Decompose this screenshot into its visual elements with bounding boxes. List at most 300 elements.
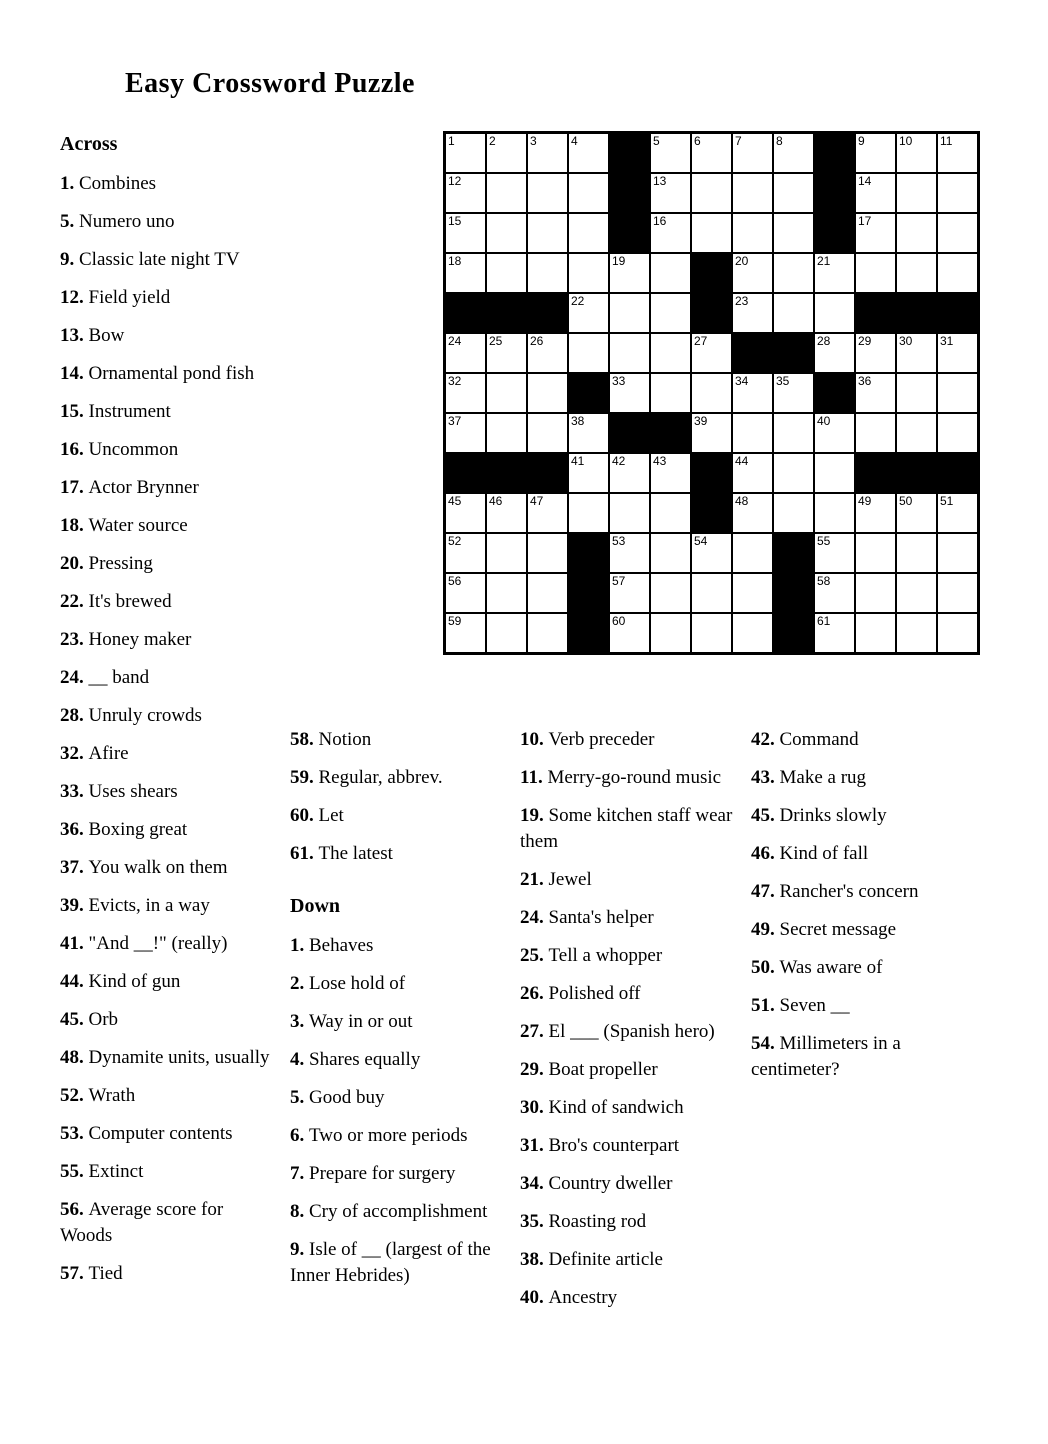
grid-cell-51 bbox=[938, 494, 977, 532]
grid-cell-5 bbox=[651, 134, 690, 172]
grid-cell-empty bbox=[610, 334, 649, 372]
clue-text: Way in or out bbox=[309, 1011, 413, 1032]
cell-number: 24 bbox=[448, 334, 462, 348]
clue-text: "And __!" (really) bbox=[88, 933, 228, 954]
clue-text: Orb bbox=[88, 1009, 119, 1030]
grid-cell-empty bbox=[733, 614, 772, 652]
grid-cell-empty bbox=[651, 374, 690, 412]
grid-cell-empty bbox=[610, 494, 649, 532]
cell-number: 45 bbox=[448, 494, 462, 508]
clue-number: 26 . bbox=[520, 983, 549, 1004]
clue-text: Polished off bbox=[548, 983, 641, 1004]
grid-cell-23 bbox=[733, 294, 772, 332]
clue-number: 22 . bbox=[60, 591, 89, 612]
cell-number: 2 bbox=[489, 134, 496, 148]
clue-column-1 bbox=[60, 131, 278, 1299]
clue-number: 35 . bbox=[520, 1211, 549, 1232]
grid-cell-empty bbox=[938, 214, 977, 252]
clue-text: Kind of sandwich bbox=[548, 1097, 684, 1118]
clue-down-21 bbox=[520, 867, 750, 893]
clue-text: Classic late night TV bbox=[79, 249, 240, 270]
clue-text: Notion bbox=[318, 729, 372, 750]
black-cell bbox=[692, 454, 731, 492]
clue-number: 16 . bbox=[60, 439, 89, 460]
clue-down-27 bbox=[520, 1019, 750, 1045]
clue-number: 3 . bbox=[290, 1011, 309, 1032]
clue-text: Honey maker bbox=[88, 629, 192, 650]
clue-text: Prepare for surgery bbox=[309, 1163, 456, 1184]
grid-cell-40 bbox=[815, 414, 854, 452]
grid-cell-empty bbox=[487, 374, 526, 412]
cell-number: 9 bbox=[858, 134, 865, 148]
clue-number: 33 . bbox=[60, 781, 89, 802]
grid-cell-17 bbox=[856, 214, 895, 252]
clue-text: Millimeters in a centimeter? bbox=[751, 1033, 901, 1080]
black-cell bbox=[610, 134, 649, 172]
clue-text: El ___ (Spanish hero) bbox=[548, 1021, 715, 1042]
grid-cell-57 bbox=[610, 574, 649, 612]
black-cell bbox=[856, 294, 895, 332]
grid-cell-25 bbox=[487, 334, 526, 372]
clue-text: Uses shears bbox=[88, 781, 178, 802]
grid-cell-34 bbox=[733, 374, 772, 412]
grid-cell-7 bbox=[733, 134, 772, 172]
black-cell bbox=[569, 614, 608, 652]
clue-text: Instrument bbox=[88, 401, 171, 422]
grid-cell-1 bbox=[446, 134, 485, 172]
clue-text: Make a rug bbox=[779, 767, 867, 788]
clue-down-47 bbox=[751, 879, 993, 905]
clue-text: Was aware of bbox=[779, 957, 883, 978]
black-cell bbox=[856, 454, 895, 492]
across-header: Across bbox=[60, 133, 118, 155]
grid-cell-empty bbox=[528, 214, 567, 252]
cell-number: 20 bbox=[735, 254, 749, 268]
clue-number: 9 . bbox=[60, 249, 79, 270]
grid-cell-empty bbox=[692, 574, 731, 612]
clue-text: Rancher's concern bbox=[779, 881, 919, 902]
clue-text: Unruly crowds bbox=[88, 705, 202, 726]
clue-text: Bro's counterpart bbox=[548, 1135, 680, 1156]
clue-number: 61 . bbox=[290, 843, 319, 864]
clue-number: 5 . bbox=[60, 211, 79, 232]
clue-across-53 bbox=[60, 1121, 278, 1147]
clue-across-9 bbox=[60, 247, 278, 273]
cell-number: 19 bbox=[612, 254, 626, 268]
clue-text: Computer contents bbox=[88, 1123, 233, 1144]
clue-number: 47 . bbox=[751, 881, 780, 902]
clue-text: Kind of fall bbox=[779, 843, 869, 864]
grid-cell-empty bbox=[528, 614, 567, 652]
grid-cell-2 bbox=[487, 134, 526, 172]
clue-number: 20 . bbox=[60, 553, 89, 574]
clue-text: Evicts, in a way bbox=[88, 895, 210, 916]
cell-number: 33 bbox=[612, 374, 626, 388]
grid-cell-26 bbox=[528, 334, 567, 372]
clue-down-29 bbox=[520, 1057, 750, 1083]
grid-cell-empty bbox=[897, 574, 936, 612]
clue-number: 28 . bbox=[60, 705, 89, 726]
clue-across-22 bbox=[60, 589, 278, 615]
clue-down-8 bbox=[290, 1199, 496, 1225]
clue-number: 49 . bbox=[751, 919, 780, 940]
cell-number: 42 bbox=[612, 454, 626, 468]
clue-across-13 bbox=[60, 323, 278, 349]
grid-cell-empty bbox=[938, 414, 977, 452]
clue-across-16 bbox=[60, 437, 278, 463]
clue-down-40 bbox=[520, 1285, 750, 1311]
clue-across-20 bbox=[60, 551, 278, 577]
grid-cell-empty bbox=[569, 214, 608, 252]
cell-number: 37 bbox=[448, 414, 462, 428]
clue-text: Combines bbox=[79, 173, 157, 194]
clue-column-3 bbox=[520, 727, 750, 1323]
black-cell bbox=[487, 454, 526, 492]
grid-cell-33 bbox=[610, 374, 649, 412]
cell-number: 49 bbox=[858, 494, 872, 508]
clue-number: 43 . bbox=[751, 767, 780, 788]
black-cell bbox=[692, 494, 731, 532]
black-cell bbox=[815, 134, 854, 172]
cell-number: 39 bbox=[694, 414, 708, 428]
grid-cell-35 bbox=[774, 374, 813, 412]
clue-across-24 bbox=[60, 665, 278, 691]
grid-cell-empty bbox=[651, 494, 690, 532]
clue-down-11 bbox=[520, 765, 750, 791]
clue-text: Behaves bbox=[309, 935, 374, 956]
grid-cell-11 bbox=[938, 134, 977, 172]
clue-text: Water source bbox=[88, 515, 188, 536]
grid-cell-empty bbox=[856, 614, 895, 652]
grid-cell-41 bbox=[569, 454, 608, 492]
grid-cell-empty bbox=[733, 534, 772, 572]
clue-across-15 bbox=[60, 399, 278, 425]
clue-number: 1 . bbox=[290, 935, 309, 956]
grid-cell-55 bbox=[815, 534, 854, 572]
clue-number: 17 . bbox=[60, 477, 89, 498]
grid-cell-43 bbox=[651, 454, 690, 492]
grid-cell-54 bbox=[692, 534, 731, 572]
grid-cell-empty bbox=[938, 254, 977, 292]
grid-cell-empty bbox=[856, 254, 895, 292]
clue-number: 25 . bbox=[520, 945, 549, 966]
clue-down-19 bbox=[520, 803, 750, 855]
grid-cell-9 bbox=[856, 134, 895, 172]
clue-text: Santa's helper bbox=[548, 907, 654, 928]
grid-cell-6 bbox=[692, 134, 731, 172]
clue-down-51 bbox=[751, 993, 993, 1019]
clue-number: 53 . bbox=[60, 1123, 89, 1144]
grid-cell-empty bbox=[774, 254, 813, 292]
grid-cell-empty bbox=[815, 294, 854, 332]
clue-text: Roasting rod bbox=[548, 1211, 647, 1232]
clue-number: 15 . bbox=[60, 401, 89, 422]
cell-number: 1 bbox=[448, 134, 455, 148]
grid-cell-empty bbox=[692, 174, 731, 212]
cell-number: 60 bbox=[612, 614, 626, 628]
grid-cell-empty bbox=[897, 414, 936, 452]
clue-down-5 bbox=[290, 1085, 496, 1111]
clue-across-39 bbox=[60, 893, 278, 919]
grid-cell-empty bbox=[815, 494, 854, 532]
clue-number: 2 . bbox=[290, 973, 309, 994]
clue-number: 54 . bbox=[751, 1033, 780, 1054]
clue-down-46 bbox=[751, 841, 993, 867]
grid-cell-45 bbox=[446, 494, 485, 532]
clue-number: 24 . bbox=[520, 907, 549, 928]
clue-across-60 bbox=[290, 803, 496, 829]
grid-cell-58 bbox=[815, 574, 854, 612]
grid-cell-empty bbox=[528, 374, 567, 412]
cell-number: 61 bbox=[817, 614, 831, 628]
black-cell bbox=[610, 174, 649, 212]
black-cell bbox=[938, 294, 977, 332]
grid-cell-empty bbox=[897, 174, 936, 212]
cell-number: 46 bbox=[489, 494, 503, 508]
clue-down-49 bbox=[751, 917, 993, 943]
cell-number: 48 bbox=[735, 494, 749, 508]
grid-cell-52 bbox=[446, 534, 485, 572]
clue-down-43 bbox=[751, 765, 993, 791]
clue-number: 14 . bbox=[60, 363, 89, 384]
clue-number: 10 . bbox=[520, 729, 549, 750]
clue-text: Seven __ bbox=[779, 995, 850, 1016]
clue-text: Good buy bbox=[309, 1087, 385, 1108]
clue-number: 4 . bbox=[290, 1049, 309, 1070]
cell-number: 52 bbox=[448, 534, 462, 548]
grid-cell-empty bbox=[774, 294, 813, 332]
cell-number: 7 bbox=[735, 134, 742, 148]
clue-number: 18 . bbox=[60, 515, 89, 536]
grid-cell-39 bbox=[692, 414, 731, 452]
grid-cell-empty bbox=[651, 614, 690, 652]
grid-cell-empty bbox=[938, 614, 977, 652]
clue-number: 6 . bbox=[290, 1125, 309, 1146]
grid-cell-empty bbox=[897, 254, 936, 292]
grid-cell-empty bbox=[815, 454, 854, 492]
cell-number: 28 bbox=[817, 334, 831, 348]
grid-cell-empty bbox=[569, 254, 608, 292]
clue-number: 27 . bbox=[520, 1021, 549, 1042]
clue-down-35 bbox=[520, 1209, 750, 1235]
cell-number: 38 bbox=[571, 414, 585, 428]
clue-number: 24 . bbox=[60, 667, 89, 688]
grid-cell-empty bbox=[528, 574, 567, 612]
down-clues-list-continued bbox=[751, 727, 993, 1083]
cell-number: 21 bbox=[817, 254, 831, 268]
clue-number: 56 . bbox=[60, 1199, 89, 1220]
cell-number: 10 bbox=[899, 134, 913, 148]
cell-number: 5 bbox=[653, 134, 660, 148]
clue-column-4 bbox=[751, 727, 993, 1095]
clue-number: 45 . bbox=[751, 805, 780, 826]
grid-cell-empty bbox=[651, 254, 690, 292]
clue-number: 37 . bbox=[60, 857, 89, 878]
grid-cell-8 bbox=[774, 134, 813, 172]
clue-down-38 bbox=[520, 1247, 750, 1273]
grid-cell-24 bbox=[446, 334, 485, 372]
clue-number: 48 . bbox=[60, 1047, 89, 1068]
grid-cell-48 bbox=[733, 494, 772, 532]
grid-cell-22 bbox=[569, 294, 608, 332]
grid-cell-empty bbox=[897, 214, 936, 252]
clue-number: 29 . bbox=[520, 1059, 549, 1080]
grid-cell-50 bbox=[897, 494, 936, 532]
cell-number: 27 bbox=[694, 334, 708, 348]
grid-cell-empty bbox=[856, 574, 895, 612]
cell-number: 57 bbox=[612, 574, 626, 588]
clue-across-18 bbox=[60, 513, 278, 539]
grid-cell-14 bbox=[856, 174, 895, 212]
clue-text: Boat propeller bbox=[548, 1059, 658, 1080]
black-cell bbox=[774, 614, 813, 652]
grid-cell-empty bbox=[528, 174, 567, 212]
cell-number: 53 bbox=[612, 534, 626, 548]
clue-text: You walk on them bbox=[88, 857, 228, 878]
grid-cell-32 bbox=[446, 374, 485, 412]
grid-cell-empty bbox=[487, 254, 526, 292]
clue-across-1 bbox=[60, 171, 278, 197]
clue-number: 12 . bbox=[60, 287, 89, 308]
grid-cell-empty bbox=[774, 494, 813, 532]
grid-cell-12 bbox=[446, 174, 485, 212]
cell-number: 26 bbox=[530, 334, 544, 348]
cell-number: 56 bbox=[448, 574, 462, 588]
clue-number: 58 . bbox=[290, 729, 319, 750]
cell-number: 41 bbox=[571, 454, 585, 468]
cell-number: 16 bbox=[653, 214, 667, 228]
black-cell bbox=[569, 374, 608, 412]
clue-down-4 bbox=[290, 1047, 496, 1073]
black-cell bbox=[733, 334, 772, 372]
clue-number: 50 . bbox=[751, 957, 780, 978]
clue-text: Cry of accomplishment bbox=[309, 1201, 488, 1222]
clue-text: The latest bbox=[318, 843, 393, 864]
clue-across-36 bbox=[60, 817, 278, 843]
down-clues-list bbox=[290, 933, 496, 1289]
clue-text: Tied bbox=[88, 1263, 123, 1284]
clue-text: Isle of __ (largest of the Inner Hebrides) bbox=[290, 1239, 491, 1286]
clue-text: Verb preceder bbox=[548, 729, 655, 750]
grid-cell-56 bbox=[446, 574, 485, 612]
clue-number: 34 . bbox=[520, 1173, 549, 1194]
clue-number: 57 . bbox=[60, 1263, 89, 1284]
clue-number: 1 . bbox=[60, 173, 79, 194]
grid-cell-empty bbox=[774, 174, 813, 212]
clue-number: 30 . bbox=[520, 1097, 549, 1118]
clue-number: 7 . bbox=[290, 1163, 309, 1184]
grid-cell-empty bbox=[692, 214, 731, 252]
clue-text: It's brewed bbox=[88, 591, 172, 612]
clue-text: Boxing great bbox=[88, 819, 188, 840]
cell-number: 50 bbox=[899, 494, 913, 508]
black-cell bbox=[897, 294, 936, 332]
clue-down-26 bbox=[520, 981, 750, 1007]
clue-number: 41 . bbox=[60, 933, 89, 954]
clue-across-56 bbox=[60, 1197, 278, 1249]
clue-text: Field yield bbox=[88, 287, 171, 308]
clue-across-14 bbox=[60, 361, 278, 387]
clue-number: 51 . bbox=[751, 995, 780, 1016]
grid-cell-empty bbox=[651, 334, 690, 372]
cell-number: 18 bbox=[448, 254, 462, 268]
page-title: Easy Crossword Puzzle bbox=[125, 68, 415, 99]
grid-cell-15 bbox=[446, 214, 485, 252]
clue-across-44 bbox=[60, 969, 278, 995]
grid-cell-empty bbox=[528, 254, 567, 292]
clue-number: 39 . bbox=[60, 895, 89, 916]
grid-cell-37 bbox=[446, 414, 485, 452]
clue-text: Let bbox=[318, 805, 344, 826]
black-cell bbox=[774, 334, 813, 372]
grid-cell-empty bbox=[938, 574, 977, 612]
grid-cell-13 bbox=[651, 174, 690, 212]
cell-number: 43 bbox=[653, 454, 667, 468]
clue-down-9 bbox=[290, 1237, 496, 1289]
grid-cell-28 bbox=[815, 334, 854, 372]
grid-cell-empty bbox=[897, 374, 936, 412]
across-clues-list-continued bbox=[290, 727, 496, 867]
down-header: Down bbox=[290, 895, 341, 917]
black-cell bbox=[569, 574, 608, 612]
grid-cell-empty bbox=[487, 214, 526, 252]
clue-across-12 bbox=[60, 285, 278, 311]
grid-cell-49 bbox=[856, 494, 895, 532]
clue-down-1 bbox=[290, 933, 496, 959]
clue-down-45 bbox=[751, 803, 993, 829]
cell-number: 8 bbox=[776, 134, 783, 148]
clue-text: Command bbox=[779, 729, 859, 750]
clue-across-59 bbox=[290, 765, 496, 791]
clue-number: 40 . bbox=[520, 1287, 549, 1308]
grid-cell-empty bbox=[692, 614, 731, 652]
clue-column-2 bbox=[290, 727, 496, 1301]
cell-number: 12 bbox=[448, 174, 462, 188]
grid-cell-21 bbox=[815, 254, 854, 292]
grid-cell-46 bbox=[487, 494, 526, 532]
clue-down-25 bbox=[520, 943, 750, 969]
clue-across-23 bbox=[60, 627, 278, 653]
clue-down-34 bbox=[520, 1171, 750, 1197]
clue-text: Country dweller bbox=[548, 1173, 673, 1194]
grid-cell-16 bbox=[651, 214, 690, 252]
clue-text: Dynamite units, usually bbox=[88, 1047, 270, 1068]
clue-number: 42 . bbox=[751, 729, 780, 750]
black-cell bbox=[610, 214, 649, 252]
grid-cell-empty bbox=[487, 534, 526, 572]
grid-cell-36 bbox=[856, 374, 895, 412]
clue-across-41 bbox=[60, 931, 278, 957]
clue-down-10 bbox=[520, 727, 750, 753]
clue-number: 11 . bbox=[520, 767, 547, 788]
cell-number: 51 bbox=[940, 494, 954, 508]
grid-cell-empty bbox=[692, 374, 731, 412]
clue-across-17 bbox=[60, 475, 278, 501]
clue-down-6 bbox=[290, 1123, 496, 1149]
clue-number: 32 . bbox=[60, 743, 89, 764]
across-clues-list bbox=[60, 171, 278, 1287]
clue-text: Tell a whopper bbox=[548, 945, 663, 966]
grid-cell-empty bbox=[569, 174, 608, 212]
grid-cell-empty bbox=[774, 214, 813, 252]
grid-cell-empty bbox=[487, 414, 526, 452]
grid-cell-42 bbox=[610, 454, 649, 492]
clue-text: Bow bbox=[88, 325, 125, 346]
grid-cell-47 bbox=[528, 494, 567, 532]
black-cell bbox=[610, 414, 649, 452]
grid-cell-empty bbox=[733, 414, 772, 452]
black-cell bbox=[692, 254, 731, 292]
